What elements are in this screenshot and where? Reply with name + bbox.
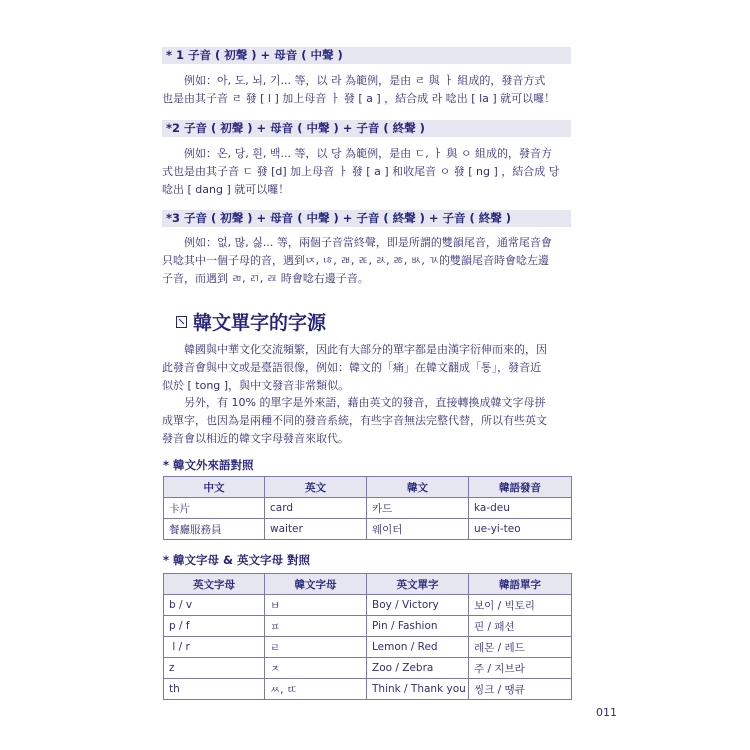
table-cell: ㅍ [265,616,367,637]
table-cell: Lemon / Red [367,637,469,658]
table-header-cell: 韓語發音 [469,477,572,498]
table-cell: Think / Thank you [367,679,469,700]
table-cell: 보이 / 빅토리 [469,595,572,616]
intro-1-line-2: 此發音會與中文或是臺語很像，例如：韓文的「痛」在韓文翻成「통」，發音近 [162,361,542,374]
checkbox-icon [176,316,187,328]
section-1-header: * 1 子音 ( 初聲 ) + 母音 ( 中聲 ) [162,47,571,64]
section-2-line-1: 例如：온, 당, 흰, 백... 等，以 당 為範例，是由 ㄷ, ㅏ 與 ㅇ 組成的，發音方 [184,147,552,160]
table-cell: 레몬 / 레드 [469,637,572,658]
table-cell: ㄹ [265,637,367,658]
table-row [164,637,572,658]
table-header-cell: 韓文 [367,477,469,498]
intro-1-line-3: 似於 [ tong ]，與中文發音非常類似。 [162,379,350,392]
table-cell: ㅂ [265,595,367,616]
section-2-line-3: 唸出 [ dang ] 就可以囉！ [162,183,290,196]
table-cell: p / f [164,616,265,637]
table-row [164,498,572,519]
table-cell: 주 / 지브라 [469,658,572,679]
table-header-cell: 英文 [265,477,367,498]
table-2-label: * 韓文字母 & 英文字母 對照 [163,553,311,567]
table-1-label: * 韓文外來語對照 [163,458,254,472]
table-header-row [164,574,572,595]
table-row [164,616,572,637]
table-cell: 카드 [367,498,469,519]
intro-2-line-3: 發音會以相近的韓文字母發音來取代。 [162,432,349,445]
table-cell: b / v [164,595,265,616]
section-title [176,308,326,335]
table-cell: ㅆ, ㄸ [265,679,367,700]
table-cell: l / r [164,637,265,658]
table-header-cell: 英文單字 [367,574,469,595]
table-cell: 웨이터 [367,519,469,540]
table-cell: 씽크 / 땡큐 [469,679,572,700]
section-3-header: *3 子音 ( 初聲 ) + 母音 ( 中聲 ) + 子音 ( 終聲 ) + 子音 ( 終聲 ) [162,210,571,227]
table-cell: 卡片 [164,498,265,519]
alphabet-table [163,573,572,700]
page-number: 011 [596,706,617,719]
table-cell: ka-deu [469,498,572,519]
section-1-body [162,72,574,108]
section-title-text: 韓文單字的字源 [193,312,327,334]
table-header-row [164,477,572,498]
section-3-body [162,234,574,288]
intro-2-line-2: 成單字，也因為是兩種不同的發音系統，有些字音無法完整代替，所以有些英文 [162,414,547,427]
table-row [164,679,572,700]
table-cell: waiter [265,519,367,540]
table-cell: Zoo / Zebra [367,658,469,679]
table-cell: th [164,679,265,700]
intro-1-line-1: 韓國與中華文化交流頻繁，因此有大部分的單字都是由漢字衍伸而來的，因 [184,343,547,356]
table-header-cell: 中文 [164,477,265,498]
table-cell: Boy / Victory [367,595,469,616]
table-header-cell: 韓語單字 [469,574,572,595]
table-header-cell: 韓文字母 [265,574,367,595]
section-3-line-2: 只唸其中一個子母的音，遇到ㄵ, ㄶ, ㄼ, ㄾ, ㄽ, ㅀ, ㅄ, ㄳ的雙韻尾音時會唸左邊 [162,254,549,267]
table-cell: z [164,658,265,679]
table-cell: card [265,498,367,519]
loanword-table [163,476,572,540]
table-header-cell: 英文字母 [164,574,265,595]
table-cell: ue-yi-teo [469,519,572,540]
intro-paragraph-2 [162,394,574,448]
section-3-line-3: 子音，而遇到 ㄻ, ㄺ, ㄿ 時會唸右邊子音。 [162,272,369,285]
section-2-header: *2 子音 ( 初聲 ) + 母音 ( 中聲 ) + 子音 ( 終聲 ) [162,120,571,137]
table-cell: 餐廳服務員 [164,519,265,540]
table-cell: Pin / Fashion [367,616,469,637]
table-row [164,595,572,616]
table-cell: ㅈ [265,658,367,679]
section-2-body [162,145,574,199]
section-1-line-1: 例如：아, 도, 뇌, 기... 等，以 라 為範例，是由 ㄹ 與 ㅏ 組成的，發音方式 [184,74,546,87]
intro-paragraph-1 [162,341,574,395]
intro-2-line-1: 另外，有 10% 的單字是外來語，藉由英文的發音，直接轉換成韓文字母拼 [184,396,546,409]
table-row [164,519,572,540]
section-2-line-2: 式也是由其子音 ㄷ 發 [d] 加上母音 ㅏ 發 [ a ] 和收尾音 ㅇ 發 [ ng ] ，結合成 당 [162,165,560,178]
table-row [164,658,572,679]
table-cell: 핀 / 패션 [469,616,572,637]
section-1-line-2: 也是由其子音 ㄹ 發 [ l ] 加上母音 ㅏ 發 [ a ] ，結合成 라 唸出 [ la ] 就可以囉！ [162,92,556,105]
section-3-line-1: 例如：없, 많, 싫... 等，兩個子音當終聲，即是所謂的雙韻尾音，通常尾音會 [184,236,552,249]
